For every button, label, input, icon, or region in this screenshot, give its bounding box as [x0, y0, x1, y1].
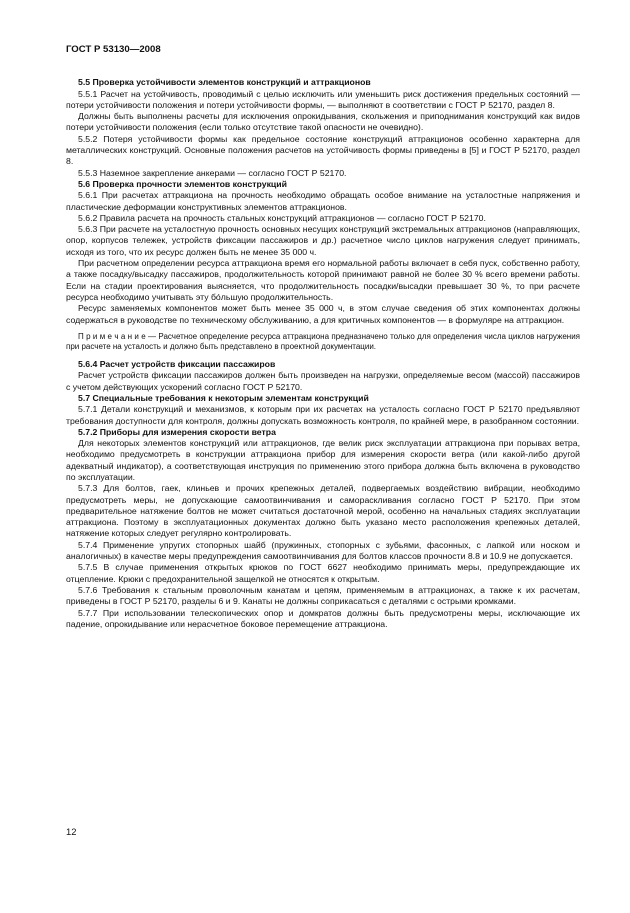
paragraph: 5.7.6 Требования к стальным проволочным канатам и цепям, применяемым в аттракционах, а также к их расчетам, приведены в ГОСТ Р 52170, разделы 6 и 9. Канаты не должны соприкасаться с деталями с острыми кромками. — [66, 584, 580, 607]
paragraph: Расчет устройств фиксации пассажиров должен быть произведен на нагрузки, определяемые весом (массой) пассажиров с учетом действующих ускорений согласно ГОСТ Р 52170. — [66, 370, 580, 392]
paragraph: Должны быть выполнены расчеты для исключения опрокидывания, скольжения и приподнимания конструкций как видов потери устойчивости положения (если только отсутствие такой опасности не очевидно). — [66, 111, 580, 133]
paragraph: 5.5.1 Расчет на устойчивость, проводимый с целью исключить или уменьшить риск достижения предельных состояний — потери устойчивости положения и потери устойчивости формы, — выполняют в соответствии с ГОСТ Р 52170, раздел 8. — [66, 88, 580, 110]
document-header: ГОСТ Р 53130—2008 — [66, 44, 161, 55]
section-heading-5-6-4: 5.6.4 Расчет устройств фиксации пассажиров — [78, 359, 276, 370]
paragraph: 5.7.4 Применение упругих стопорных шайб (пружинных, стопорных с зубьями, фасонных, с лапкой или носком и аналогичных) в качестве меры предупреждения самоотвинчивания для болтов классов прочности 8.8 и 10.9 не допускается. — [66, 539, 580, 562]
section-heading-5-7: 5.7 Специальные требования к некоторым элементам конструкций — [78, 392, 369, 403]
page-number: 12 — [66, 826, 77, 837]
paragraph: 5.6.1 При расчетах аттракциона на прочность необходимо обращать особое внимание на усталостные напряжения и пластические деформации конструктивных элементов аттракционов. — [66, 190, 580, 212]
section-heading-5-5: 5.5 Проверка устойчивости элементов конструкций и аттракционов — [78, 77, 371, 88]
note-paragraph: П р и м е ч а н и е — Расчетное определение ресурса аттракциона предназначено только для определения числа циклов нагружения при расчете на усталость и должно быть представлено в проектной документации. — [66, 331, 580, 352]
paragraph: 5.7.5 В случае применения открытых крюков по ГОСТ 6627 необходимо принимать меры, предупреждающие их отцепление. Крюки с предохранительной защелкой не относятся к открытым. — [66, 562, 580, 584]
section-heading-5-6: 5.6 Проверка прочности элементов конструкций — [78, 178, 287, 189]
paragraph: При расчетном определении ресурса аттракциона время его нормальной работы включает в себя пуск, собственно работу, а также посадку/высадку пассажиров, продолжительность которой принимают равной не более 30 % всего времени работы. Если на стадии проектирования выясняется, что продолжительность посадки/высадки превышает 30 %, то при расчете ресурса необходимо учитывать эту бóльшую продолжительность. — [66, 258, 580, 302]
paragraph: 5.7.7 При использовании телескопических опор и домкратов должны быть предусмотрены меры, исключающие их падение, опрокидывание или нерасчетное боковое перемещение аттракциона. — [66, 607, 580, 629]
paragraph: 5.5.2 Потеря устойчивости формы как предельное состояние конструкций аттракционов особенно характерна для металлических конструкций. Основные положения расчетов на устойчивость формы приведены в [5] и ГОСТ Р 52170, раздел 8. — [66, 133, 580, 167]
paragraph: 5.7.3 Для болтов, гаек, клиньев и прочих крепежных деталей, подвергаемых воздействию вибрации, необходимо предусмотреть меры, не допускающие самоотвинчивания и самораскливания согласно ГОСТ Р 52170. При этом предварительное натяжение болтов не может считаться достаточной мерой, особенно на начальных стадиях эксплуатации аттракциона. Поэтому в эксплуатационных документах должно быть указано место расположения крепежных деталей, натяжение которых следует регулярно контролировать. — [66, 483, 580, 539]
paragraph: 5.7.1 Детали конструкций и механизмов, к которым при их расчетах на усталость согласно ГОСТ Р 52170 предъявляют требования доступности для контроля, должны допускать возможность контроля, по крайней мере, в разобранном состоянии. — [66, 404, 580, 426]
paragraph: Ресурс заменяемых компонентов может быть менее 35 000 ч, в этом случае сведения об этих компонентах должны содержаться в руководстве по техническому обслуживанию, а для критичных компонентов — в формуляре на аттракцион. — [66, 303, 580, 325]
paragraph: Для некоторых элементов конструкций или аттракционов, где велик риск эксплуатации аттракциона при порывах ветра, необходимо предусмотреть в конструкции аттракциона прибор для измерения скорости ветра (или какой-либо другой адекватный индикатор), а соответствующая инструкция по применению этого прибора должна быть включена в руководство по эксплуатации. — [66, 438, 580, 482]
paragraph: 5.6.3 При расчете на усталостную прочность основных несущих конструкций экстремальных аттракционов (направляющих, опор, корпусов тележек, устройств фиксации пассажиров и др.) расчетное число циклов нагружения следует принимать, исходя из того, что их ресурс должен быть не менее 35 000 ч. — [66, 224, 580, 257]
document-body — [66, 77, 580, 630]
paragraph: 5.6.2 Правила расчета на прочность стальных конструкций аттракционов — согласно ГОСТ Р 52170. — [78, 212, 486, 223]
section-heading-5-7-2: 5.7.2 Приборы для измерения скорости ветра — [78, 426, 276, 437]
paragraph: 5.5.3 Наземное закрепление анкерами — согласно ГОСТ Р 52170. — [78, 167, 347, 178]
